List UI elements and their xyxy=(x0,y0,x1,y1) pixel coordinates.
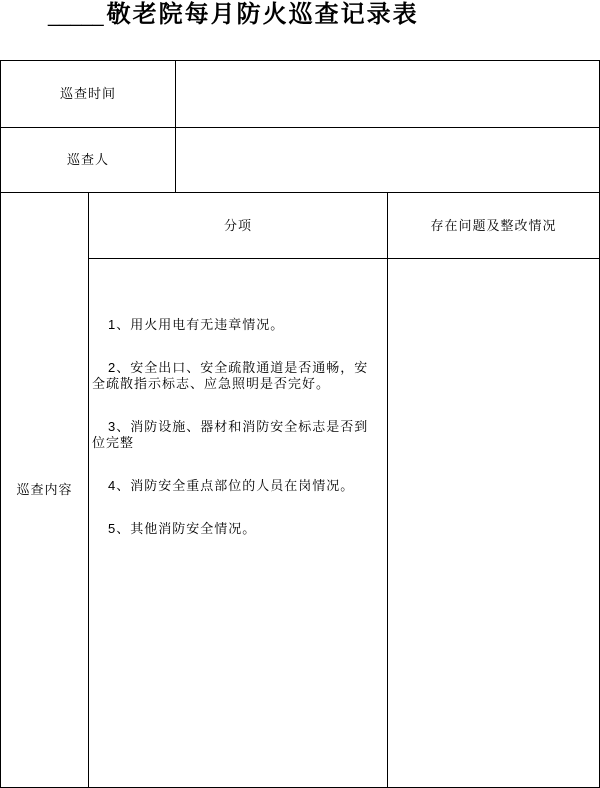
inspection-content-label: 巡查内容 xyxy=(16,482,73,497)
issues-column-header: 存在问题及整改情况 xyxy=(430,217,557,233)
inspection-item: 2、安全出口、安全疏散通道是否通畅，安全疏散指示标志、应急照明是否完好。 xyxy=(92,360,369,391)
inspection-items-cell xyxy=(88,258,388,788)
inspection-item: 3、消防设施、器材和消防安全标志是否到位完整 xyxy=(92,419,369,450)
issues-value-cell xyxy=(387,258,600,788)
item-column-header-cell xyxy=(88,192,388,259)
issues-column-header-cell xyxy=(387,192,600,259)
title-text: 敬老院每月防火巡查记录表 xyxy=(106,1,419,28)
inspector-value-cell xyxy=(175,127,600,193)
inspection-item: 5、其他消防安全情况。 xyxy=(108,521,257,536)
inspection-time-label-cell xyxy=(0,60,176,128)
item-column-header: 分项 xyxy=(223,217,252,233)
inspector-label-cell xyxy=(0,127,176,193)
title-blank-line: _____ xyxy=(48,5,104,27)
inspection-time-value-cell xyxy=(175,60,600,128)
document-title xyxy=(48,0,419,30)
inspection-content-label-cell xyxy=(0,192,89,788)
inspection-item: 1、用火用电有无违章情况。 xyxy=(108,317,285,332)
inspector-label: 巡查人 xyxy=(66,152,109,167)
inspection-time-label: 巡查时间 xyxy=(59,86,116,101)
inspection-item: 4、消防安全重点部位的人员在岗情况。 xyxy=(108,478,355,493)
